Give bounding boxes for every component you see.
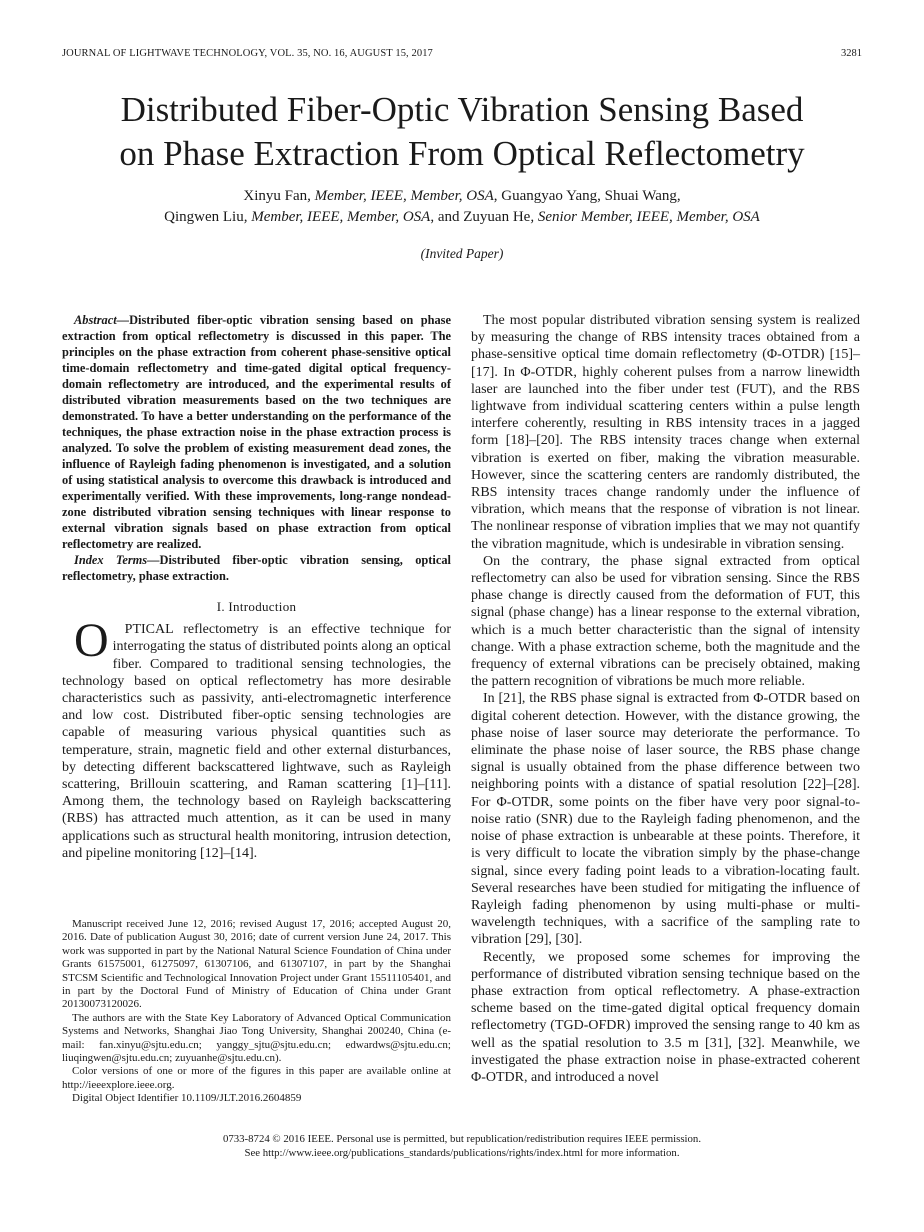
author-list — [40, 186, 884, 228]
footnote-manuscript-info: Manuscript received June 12, 2016; revised August 17, 2016; accepted August 20, 2016. Date of publication August 30, 2016; date of current version June 24, 2017. This work was supported in part by the National Natural Science Foundation of China under Grants 61575001, 61275097, 61307106, and 61307107, in part by the Shanghai STCSM Scientific and Technological Innovation Project under Grant 15511105401, and in part by the Doctoral Fund of Ministry of Education of China under Grant 20130073120026. — [62, 918, 451, 1011]
author-name: Xinyu Fan — [243, 188, 308, 204]
index-terms — [62, 552, 451, 584]
author-name: , Guangyao Yang, Shuai Wang, — [493, 188, 681, 204]
body-paragraph: In [21], the RBS phase signal is extracted from Φ-OTDR based on digital coherent detection. However, with the distance growing, the phase noise of laser source may deteriorate the performance. To eliminate the phase noise of laser source, the RBS phase change signal is usually obtained from the phase difference between two neighboring points with a distance of spatial resolution [22]–[28]. For Φ-OTDR, some points on the fiber have very poor signal-to-noise ratio (SNR) due to the Rayleigh fading phenomenon, and the noise of phase extraction is unbearable at these points. Therefore, it is very difficult to locate the vibration simply by the phase-change signal, since every fading point leads to a vibration-locating fault. Several researches have been studied for mitigating the influence of Rayleigh fading phenomenon by using multi-phase or multi-wavelength techniques, with a sacrifice of the sampling rate to vibration [29], [30]. — [471, 691, 860, 948]
copyright-notice — [40, 1132, 884, 1160]
copyright-line-1: 0733-8724 © 2016 IEEE. Personal use is permitted, but republication/redistribution requires IEEE permission. — [222, 1133, 702, 1145]
abstract — [62, 312, 451, 552]
copyright-line-2: See http://www.ieee.org/publications_standards/publications/rights/index.html for more information. — [244, 1147, 680, 1159]
title-line-1: Distributed Fiber-Optic Vibration Sensing Based — [120, 90, 804, 129]
author-line-2 — [40, 207, 884, 228]
drop-cap: O — [74, 614, 109, 668]
author-affiliation: , Member, IEEE, Member, OSA — [243, 209, 431, 225]
author-name: , and Zuyuan He — [430, 209, 531, 225]
author-line-1 — [40, 186, 884, 207]
footnote-affiliation: The authors are with the State Key Laboratory of Advanced Optical Communication Systems and Networks, Shanghai Jiao Tong University, Shanghai 200240, China (e-mail: fan.xinyu@sjtu.edu.cn; yanggy_sjtu@sjtu.edu.cn; edwardws@sjtu.edu.cn; liuqingwen@sjtu.edu.cn; zuyuanhe@sjtu.edu.cn). — [62, 1011, 451, 1065]
running-header: JOURNAL OF LIGHTWAVE TECHNOLOGY, VOL. 35, NO. 16, AUGUST 15, 2017 — [62, 48, 433, 59]
footnote-doi: Digital Object Identifier 10.1109/JLT.2016.2604859 — [72, 1092, 302, 1105]
page-number: 3281 — [841, 48, 862, 59]
footnote-color-note: Color versions of one or more of the figures in this paper are available online at http://ieeexplore.ieee.org. — [62, 1065, 451, 1091]
invited-paper-label: (Invited Paper) — [420, 246, 504, 261]
author-affiliation: , Senior Member, IEEE, Member, OSA — [530, 209, 760, 225]
body-paragraph: On the contrary, the phase signal extracted from optical reflectometry can also be used for vibration sensing. Since the RBS phase change is directly caused from the deformation of FUT, this signal (phase change) has a linear response to the external vibration, which is a much better characteristic than the signal of intensity change. With a phase extraction scheme, both the magnitude and the frequency of external vibrations can be precisely obtained, making the pattern recognition of vibrations be much more reliable. — [471, 553, 860, 690]
intro-paragraph-text: PTICAL reflectometry is an effective technique for interrogating the status of distributed points along an optical fiber. Compared to traditional sensing technologies, the technology based on optical reflectometry has more desirable characteristics such as passivity, anti-electromagnetic interference and low cost. Distributed fiber-optic sensing technologies are capable of measuring various physical quantities such as temperature, strain, magnetic field and other external disturbances, by detecting different backscattered lightwave, such as Rayleigh scattering, Brillouin scattering, and Raman scattering [1]–[11]. Among them, the technology based on Rayleigh backscattering (RBS) has attracted much attention, as it can be used in many applications such as structural health monitoring, intrusion detection, and pipeline monitoring [12]–[14]. — [62, 622, 451, 861]
body-paragraph: Recently, we proposed some schemes for improving the performance of distributed vibration sensing technique based on the phase extraction from optical reflectometry. A phase-extraction scheme based on the time-gated digital optical frequency domain reflectometry (TGD-OFDR) improved the sensing range to 40 km as well as the spatial resolution to 3.5 m [31], [32]. Meanwhile, we investigated the phase extraction noise in phase-extracted coherent Φ-OTDR, and introduced a novel — [471, 949, 860, 1085]
abstract-body: Distributed fiber-optic vibration sensing based on phase extraction from optical reflectometry is discussed in this paper. The principles on the phase extraction from coherent phase-sensitive optical time-domain reflectometry and time-gated digital optical frequency-domain reflectometry are introduced, and the experimental results of distributed vibration measurements based on the two techniques are demonstrated. To have a better understanding on the performance of the techniques, the phase extraction noise in the phase extraction process is analyzed. To solve the problem of existing measurement dead zones, the influence of Rayleigh fading phenomenon is investigated, and a solution of using statistical analysis to overcome this drawback is introduced and experimentally verified. With these improvements, long-range nondead-zone distributed vibration sensing techniques with linear response to external vibration signals based on phase extraction from optical reflectometry are realized. — [62, 313, 451, 551]
intro-paragraph — [62, 614, 451, 862]
index-terms-lead: Index Terms— — [74, 553, 160, 567]
right-column — [471, 312, 860, 1086]
section-heading-introduction: I. Introduction — [216, 599, 297, 614]
author-affiliation: , Member, IEEE, Member, OSA — [307, 188, 494, 204]
title-line-2: on Phase Extraction From Optical Reflectometry — [119, 134, 805, 173]
left-column — [62, 312, 451, 862]
body-paragraph: The most popular distributed vibration sensing system is realized by measuring the change of RBS intensity traces obtained from a phase-sensitive optical time domain reflectometry (Φ-OTDR) [15]–[17]. In Φ-OTDR, highly coherent pulses from a narrow linewidth laser are launched into the fiber under test (FUT), and the RBS lightwave from individual scattering centers within a pulse length interfere coherently, resulting in RBS intensity traces in a jagged form [18]–[20]. The RBS intensity traces change when external vibration is exerted on fiber, making the vibration measurable. However, since the scattering centers are randomly distributed, the RBS intensity traces change randomly under the influence of vibration, which means that the response of vibration is not linear. The nonlinear response of vibration implies that we may not quantify the vibration magnitude, which is undesirable in vibration sensing. — [471, 313, 860, 552]
abstract-lead: Abstract— — [74, 313, 130, 327]
footnote — [62, 918, 451, 1106]
index-terms-body: Distributed fiber-optic vibration sensing, optical reflectometry, phase extraction. — [62, 553, 451, 583]
paper-title — [40, 88, 884, 176]
author-name: Qingwen Liu — [164, 209, 244, 225]
